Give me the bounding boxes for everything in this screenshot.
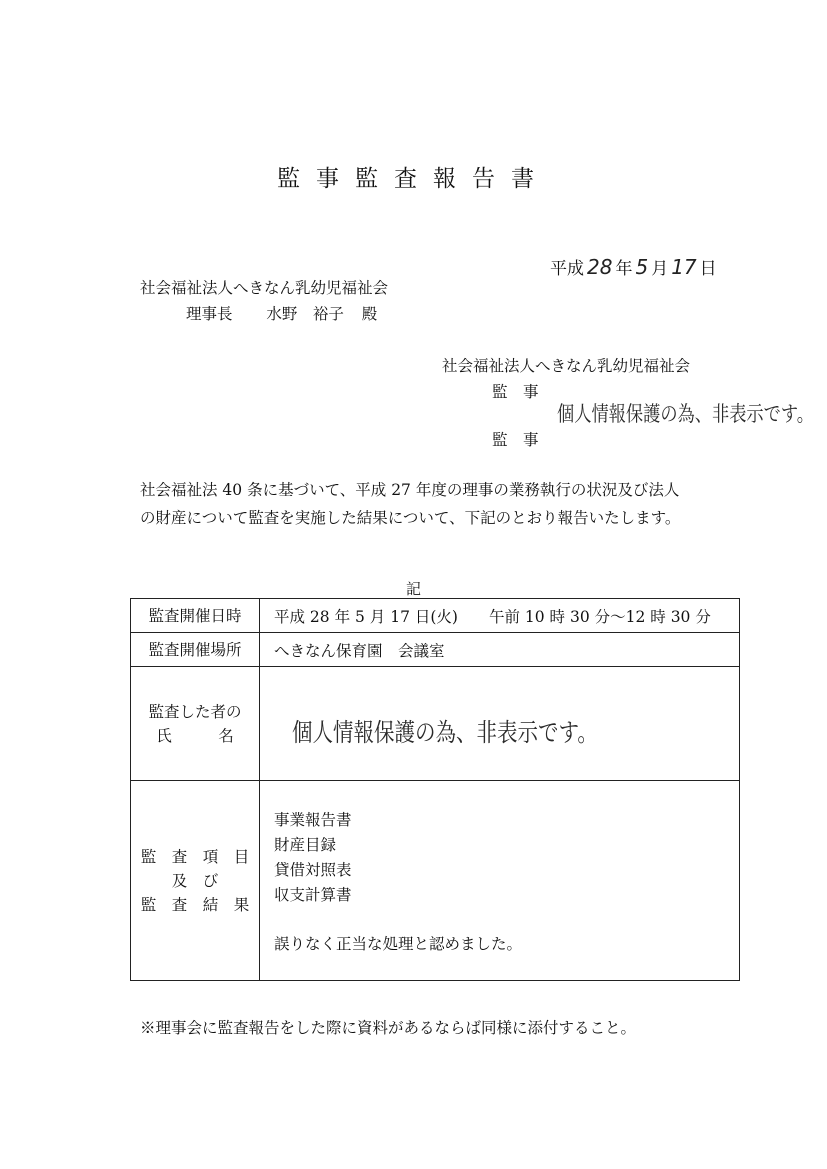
body-line-2: の財産について監査を実施した結果について、下記のとおり報告いたします。 — [140, 509, 681, 527]
date-year-handwritten: 28 — [587, 255, 613, 279]
addressee-line — [186, 302, 377, 324]
table-row — [131, 781, 740, 981]
row-items-label-line2: 及 び — [171, 871, 219, 890]
auditor-label-2: 監 事 — [492, 431, 539, 449]
footnote: ※理事会に監査報告をした際に資料があるならば同様に添付すること。 — [140, 1019, 637, 1037]
list-item: 収支計算書 — [274, 885, 352, 904]
auditor-names-redaction: 個人情報保護の為、非表示です。 — [292, 718, 598, 747]
row-auditors-label — [131, 667, 260, 781]
audit-table — [130, 598, 740, 981]
date-year-unit: 年 — [615, 259, 633, 279]
addressee-position: 理事長 — [186, 305, 233, 323]
audit-conclusion: 誤りなく正当な処理と認めました。 — [274, 934, 523, 953]
sender-org: 社会福祉法人へきなん乳幼児福祉会 — [442, 357, 691, 375]
row-auditors-label-line1: 監査した者の — [148, 702, 242, 721]
auditor-redaction: 個人情報保護の為、非表示です。 — [557, 402, 814, 426]
report-date — [550, 254, 717, 279]
addressee-name: 水野 裕子 — [266, 305, 344, 323]
date-day-handwritten: 17 — [671, 255, 697, 279]
date-era: 平成 — [550, 259, 584, 279]
row-date-value: 平成 28 年 5 月 17 日(火) 午前 10 時 30 分～12 時 30 分 — [260, 599, 740, 633]
row-place-label: 監査開催場所 — [131, 633, 260, 667]
table-row — [131, 633, 740, 667]
row-place-value: へきなん保育園 会議室 — [260, 633, 740, 667]
list-item: 貸借対照表 — [274, 860, 352, 879]
row-items-label-line3: 監 査 結 果 — [140, 895, 250, 914]
addressee-org: 社会福祉法人へきなん乳幼児福祉会 — [140, 279, 389, 297]
row-items-value — [260, 781, 740, 981]
row-auditors-label-line2: 氏 名 — [156, 726, 234, 745]
list-item: 事業報告書 — [274, 810, 352, 829]
date-month-handwritten: 5 — [635, 255, 649, 279]
date-day-unit: 日 — [699, 259, 717, 279]
row-items-label — [131, 781, 260, 981]
table-row — [131, 599, 740, 633]
list-item: 財産目録 — [274, 835, 337, 854]
ki-marker: 記 — [405, 580, 421, 598]
addressee-honorific: 殿 — [361, 305, 378, 323]
audit-item-list — [274, 808, 739, 908]
document-title: 監事監査報告書 — [277, 166, 550, 192]
row-items-label-line1: 監 査 項 目 — [140, 847, 250, 866]
row-date-label: 監査開催日時 — [131, 599, 260, 633]
body-line-1: 社会福祉法 40 条に基づいて、平成 27 年度の理事の業務執行の状況及び法人 — [140, 481, 680, 499]
date-month-unit: 月 — [651, 259, 669, 279]
auditor-label-1: 監 事 — [492, 383, 539, 401]
